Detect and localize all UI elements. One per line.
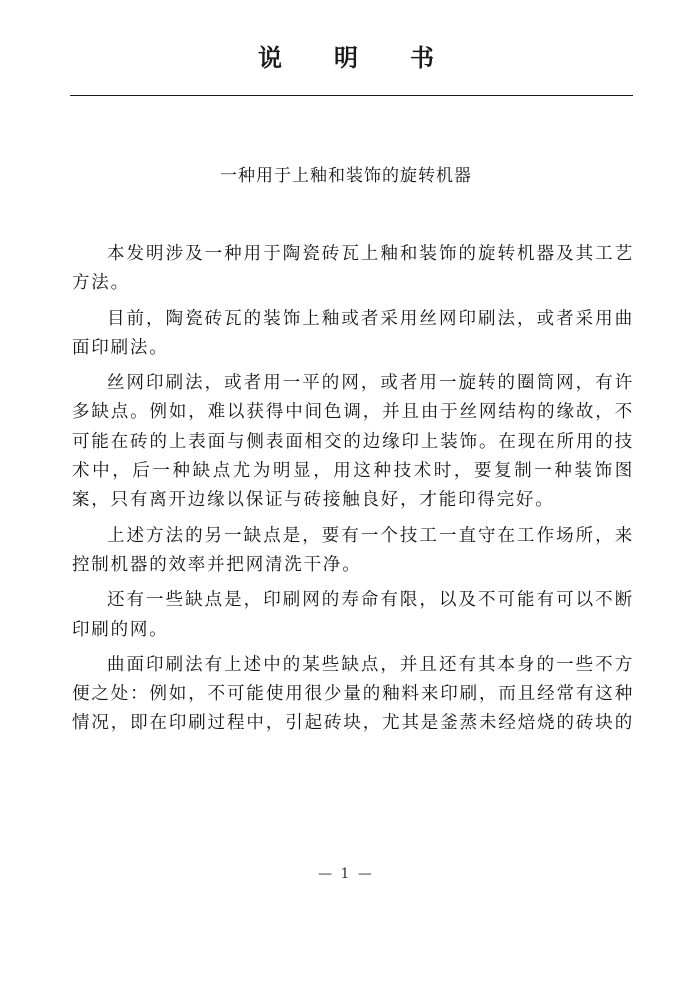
paragraph: 曲面印刷法有上述中的某些缺点，并且还有其本身的一些不方便之处：例如，不可能使用很少量的釉料来印刷，而且经常有这种情况，即在印刷过程中，引起砖块，尤其是釜蒸未经焙烧的砖块的 — [72, 654, 634, 734]
page-number: — 1 — — [318, 866, 374, 882]
paragraph: 还有一些缺点是，印刷网的寿命有限，以及不可能有可以不断印刷的网。 — [72, 590, 634, 640]
paragraph: 上述方法的另一缺点是，要有一个技工一直守在工作场所，来控制机器的效率并把网清洗干净。 — [72, 525, 634, 575]
document-heading: 说明书 — [258, 44, 486, 72]
invention-title: 一种用于上釉和装饰的旋转机器 — [220, 166, 472, 186]
body-text — [72, 240, 634, 745]
paragraph: 丝网印刷法，或者用一平的网，或者用一旋转的圈筒网，有许多缺点。例如，难以获得中间色调，并且由于丝网结构的缘故，不可能在砖的上表面与侧表面相交的边缘印上装饰。在现在所用的技术中，后一种缺点尤为明显，用这种技术时，要复制一种装饰图案，只有离开边缘以保证与砖接触良好，才能印得完好。 — [72, 373, 634, 511]
paragraph: 目前，陶瓷砖瓦的装饰上釉或者采用丝网印刷法，或者采用曲面印刷法。 — [72, 308, 634, 358]
paragraph: 本发明涉及一种用于陶瓷砖瓦上釉和装饰的旋转机器及其工艺方法。 — [72, 244, 634, 294]
heading-rule — [70, 95, 633, 96]
